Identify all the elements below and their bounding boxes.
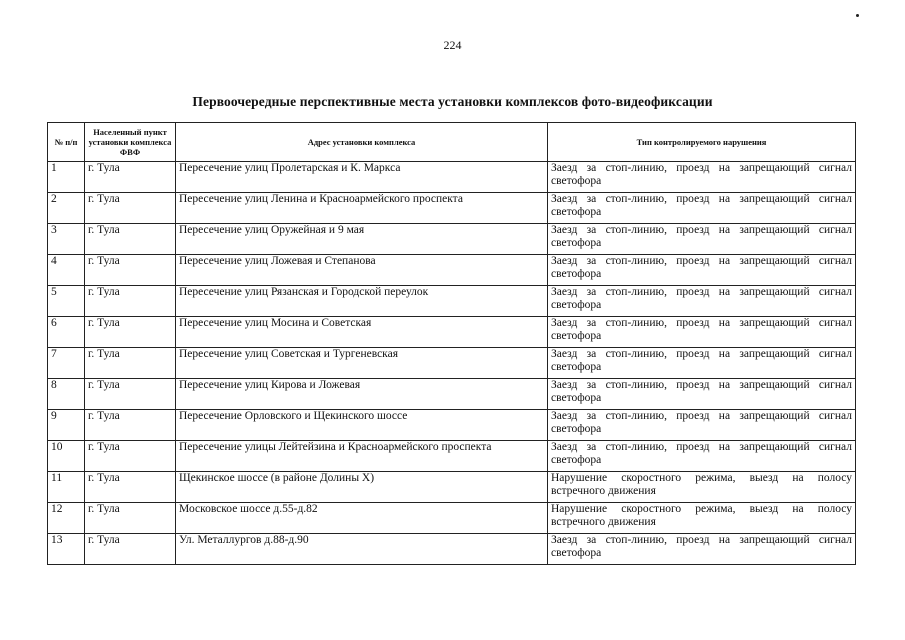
row-violation: Заезд за стоп-линию, проезд на запрещающий сигнал светофора (548, 534, 856, 565)
installation-places-table (47, 122, 856, 565)
row-address: Ул. Металлургов д.88-д.90 (176, 534, 548, 565)
row-violation: Заезд за стоп-линию, проезд на запрещающий сигнал светофора (548, 255, 856, 286)
row-violation: Нарушение скоростного режима, выезд на полосу встречного движения (548, 472, 856, 503)
header-violation: Тип контролируемого нарушения (548, 123, 856, 162)
row-number: 7 (48, 348, 85, 379)
table-row (48, 379, 856, 410)
row-city: г. Тула (85, 472, 176, 503)
row-city: г. Тула (85, 193, 176, 224)
row-address: Пересечение улиц Кирова и Ложевая (176, 379, 548, 410)
row-number: 13 (48, 534, 85, 565)
row-address: Пересечение улиц Ложевая и Степанова (176, 255, 548, 286)
table-body (48, 162, 856, 565)
row-address: Пересечение улиц Советская и Тургеневская (176, 348, 548, 379)
row-address: Пересечение улиц Рязанская и Городской переулок (176, 286, 548, 317)
row-violation: Заезд за стоп-линию, проезд на запрещающий сигнал светофора (548, 162, 856, 193)
row-address: Пересечение улиц Оружейная и 9 мая (176, 224, 548, 255)
table-header-row (48, 123, 856, 162)
row-violation: Заезд за стоп-линию, проезд на запрещающий сигнал светофора (548, 379, 856, 410)
table-row (48, 286, 856, 317)
header-num: № п/п (48, 123, 85, 162)
table-row (48, 472, 856, 503)
row-address: Пересечение улиц Ленина и Красноармейского проспекта (176, 193, 548, 224)
row-city: г. Тула (85, 410, 176, 441)
table-row (48, 503, 856, 534)
table-row (48, 193, 856, 224)
row-number: 4 (48, 255, 85, 286)
row-city: г. Тула (85, 286, 176, 317)
row-city: г. Тула (85, 162, 176, 193)
table-row (48, 224, 856, 255)
row-violation: Заезд за стоп-линию, проезд на запрещающий сигнал светофора (548, 286, 856, 317)
row-city: г. Тула (85, 348, 176, 379)
row-city: г. Тула (85, 255, 176, 286)
row-city: г. Тула (85, 534, 176, 565)
row-number: 5 (48, 286, 85, 317)
row-violation: Заезд за стоп-линию, проезд на запрещающий сигнал светофора (548, 441, 856, 472)
row-number: 3 (48, 224, 85, 255)
row-address: Пересечение улицы Лейтейзина и Красноармейского проспекта (176, 441, 548, 472)
page-title: Первоочередные перспективные места установки комплексов фото-видеофиксации (192, 94, 713, 109)
row-city: г. Тула (85, 317, 176, 348)
row-address: Московское шоссе д.55-д.82 (176, 503, 548, 534)
row-number: 8 (48, 379, 85, 410)
row-number: 10 (48, 441, 85, 472)
row-violation: Заезд за стоп-линию, проезд на запрещающий сигнал светофора (548, 193, 856, 224)
table-row (48, 255, 856, 286)
page-number: 224 (443, 38, 462, 52)
table-row (48, 348, 856, 379)
row-number: 12 (48, 503, 85, 534)
row-number: 1 (48, 162, 85, 193)
row-violation: Заезд за стоп-линию, проезд на запрещающий сигнал светофора (548, 317, 856, 348)
row-violation: Заезд за стоп-линию, проезд на запрещающий сигнал светофора (548, 348, 856, 379)
header-address: Адрес установки комплекса (176, 123, 548, 162)
row-number: 9 (48, 410, 85, 441)
table-row (48, 441, 856, 472)
row-address: Пересечение улиц Пролетарская и К. Маркса (176, 162, 548, 193)
table-row (48, 534, 856, 565)
row-address: Пересечение Орловского и Щекинского шоссе (176, 410, 548, 441)
row-city: г. Тула (85, 379, 176, 410)
row-number: 6 (48, 317, 85, 348)
row-city: г. Тула (85, 441, 176, 472)
row-address: Пересечение улиц Мосина и Советская (176, 317, 548, 348)
scan-mark (856, 14, 859, 17)
row-violation: Заезд за стоп-линию, проезд на запрещающий сигнал светофора (548, 410, 856, 441)
table-row (48, 317, 856, 348)
table-row (48, 162, 856, 193)
row-address: Щекинское шоссе (в районе Долины Х) (176, 472, 548, 503)
row-city: г. Тула (85, 224, 176, 255)
table-row (48, 410, 856, 441)
row-number: 2 (48, 193, 85, 224)
header-city: Населенный пункт установки комплекса ФВФ (85, 123, 176, 162)
row-violation: Нарушение скоростного режима, выезд на полосу встречного движения (548, 503, 856, 534)
row-violation: Заезд за стоп-линию, проезд на запрещающий сигнал светофора (548, 224, 856, 255)
row-city: г. Тула (85, 503, 176, 534)
row-number: 11 (48, 472, 85, 503)
